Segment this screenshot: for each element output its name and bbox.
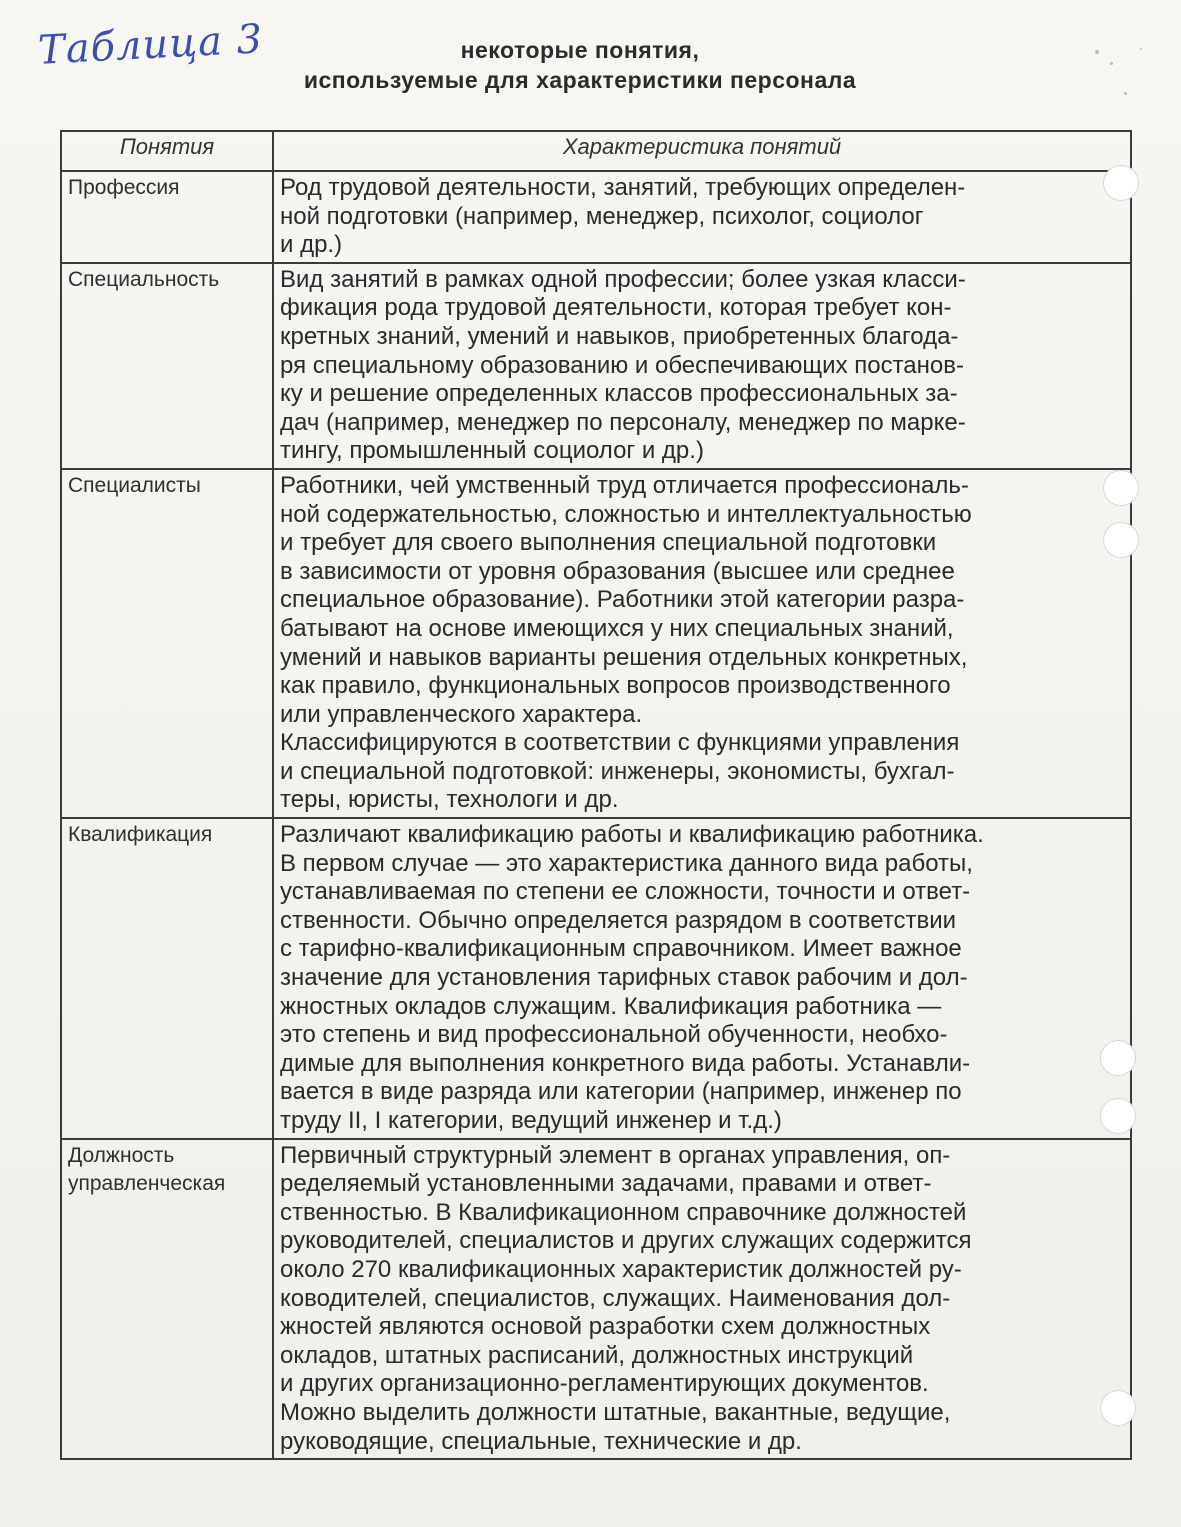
description-line: специальное образование). Работники этой категории разра- (280, 586, 965, 614)
header-concepts: Понятия (61, 131, 273, 171)
scan-speck (1110, 62, 1113, 65)
table-title-line-1: некоторые понятия, (460, 37, 700, 63)
description-line: руководящие, специальные, технические и др. (280, 1427, 802, 1455)
description-line: димые для выполнения конкретного вида работы. Устанавли- (280, 1049, 971, 1077)
description-line: ственности. Обычно определяется разрядом в соответствии (280, 906, 957, 934)
concept-term: Профессия (61, 171, 273, 263)
table-row (61, 263, 1131, 469)
description-line: Различают квалификацию работы и квалификацию работника. (280, 821, 984, 849)
table-header-row (61, 131, 1131, 171)
description-line: как правило, функциональных вопросов производственного (280, 672, 951, 700)
concept-description (273, 171, 1131, 263)
description-line: вается в виде разряда или категории (например, инженер по (280, 1078, 962, 1106)
concept-term: Квалификация (61, 818, 273, 1139)
description-line: жностей являются основой разработки схем должностных (280, 1313, 931, 1341)
description-line: или управленческого характера. (280, 700, 643, 728)
description-line: руководителей, специалистов и других служащих содержится (280, 1227, 972, 1255)
description-line: фикация рода трудовой деятельности, которая требует кон- (280, 294, 952, 322)
table-row (61, 469, 1131, 818)
scan-speck (1124, 92, 1127, 95)
description-line: и требует для своего выполнения специальной подготовки (280, 529, 937, 557)
concept-description (273, 469, 1131, 818)
description-line: умений и навыков варианты решения отдельных конкретных, (280, 643, 968, 671)
description-line: и других организационно-регламентирующих документов. (280, 1370, 929, 1398)
scan-speck (1095, 50, 1099, 54)
table-title-line-2: используемые для характеристики персонала (303, 67, 857, 93)
description-line: ря специальному образованию и обеспечивающих постанов- (280, 351, 964, 379)
description-line: дач (например, менеджер по персоналу, менеджер по марке- (280, 408, 966, 436)
description-line: Первичный структурный элемент в органах управления, оп- (280, 1141, 951, 1169)
scan-speck (1140, 48, 1142, 50)
description-line: значение для установления тарифных ставок рабочим и дол- (280, 964, 968, 992)
description-line: Можно выделить должности штатные, вакантные, ведущие, (280, 1398, 951, 1426)
punch-hole (1103, 470, 1139, 506)
description-line: ку и решение определенных классов профессиональных за- (280, 380, 958, 408)
table-row (61, 171, 1131, 263)
concepts-table (60, 130, 1132, 1460)
concept-description (273, 263, 1131, 469)
description-line: труду II, I категории, ведущий инженер и т.д.) (280, 1107, 782, 1134)
concept-description (273, 1139, 1131, 1460)
description-line: Работники, чей умственный труд отличается профессиональ- (280, 471, 969, 499)
description-line: теры, юристы, технологи и др. (280, 786, 619, 814)
description-line: ственностью. В Квалификационном справочнике должностей (280, 1198, 967, 1226)
description-line: В первом случае — это характеристика данного вида работы, (280, 849, 973, 877)
description-line: окладов, штатных расписаний, должностных инструкций (280, 1341, 914, 1369)
concept-description (273, 818, 1131, 1139)
description-line: тингу, промышленный социолог и др.) (280, 437, 704, 465)
description-line: устанавливаемая по степени ее сложности, точности и ответ- (280, 878, 971, 906)
description-line: ководителей, специалистов, служащих. Наименования дол- (280, 1284, 951, 1312)
description-line: и специальной подготовкой: инженеры, экономисты, бухгал- (280, 757, 955, 785)
punch-hole (1100, 1040, 1136, 1076)
concept-term: Специалисты (61, 469, 273, 818)
description-line: кретных знаний, умений и навыков, приобретенных благода- (280, 322, 959, 350)
concept-term: Должность управленческая (61, 1139, 273, 1460)
punch-hole (1100, 1098, 1136, 1134)
concept-term: Специальность (61, 263, 273, 469)
description-line: с тарифно-квалификационным справочником. Имеет важное (280, 935, 962, 963)
punch-hole (1100, 1390, 1136, 1426)
punch-hole (1103, 522, 1139, 558)
description-line: Род трудовой деятельности, занятий, требующих определен- (280, 174, 966, 201)
table-row (61, 1139, 1131, 1460)
description-line: это степень и вид профессиональной обученности, необхо- (280, 1021, 948, 1049)
description-line: батывают на основе имеющихся у них специальных знаний, (280, 614, 954, 642)
punch-hole (1103, 165, 1139, 201)
description-line: и др.) (280, 231, 343, 259)
description-line: Классифицируются в соответствии с функциями управления (280, 729, 960, 757)
header-characteristics: Характеристика понятий (273, 131, 1131, 171)
description-line: в зависимости от уровня образования (высшее или среднее (280, 557, 955, 585)
description-line: около 270 квалификационных характеристик должностей ру- (280, 1255, 962, 1283)
description-line: жностных окладов служащим. Квалификация работника — (280, 992, 942, 1020)
description-line: ной содержательностью, сложностью и интеллектуальностью (280, 500, 972, 528)
description-line: Вид занятий в рамках одной профессии; более узкая класси- (280, 265, 966, 293)
handwritten-table-label: Таблица 3 (36, 16, 265, 74)
description-line: ной подготовки (например, менеджер, психолог, социолог (280, 202, 924, 230)
table-row (61, 818, 1131, 1139)
description-line: ределяемый установленными задачами, правами и ответ- (280, 1170, 932, 1198)
